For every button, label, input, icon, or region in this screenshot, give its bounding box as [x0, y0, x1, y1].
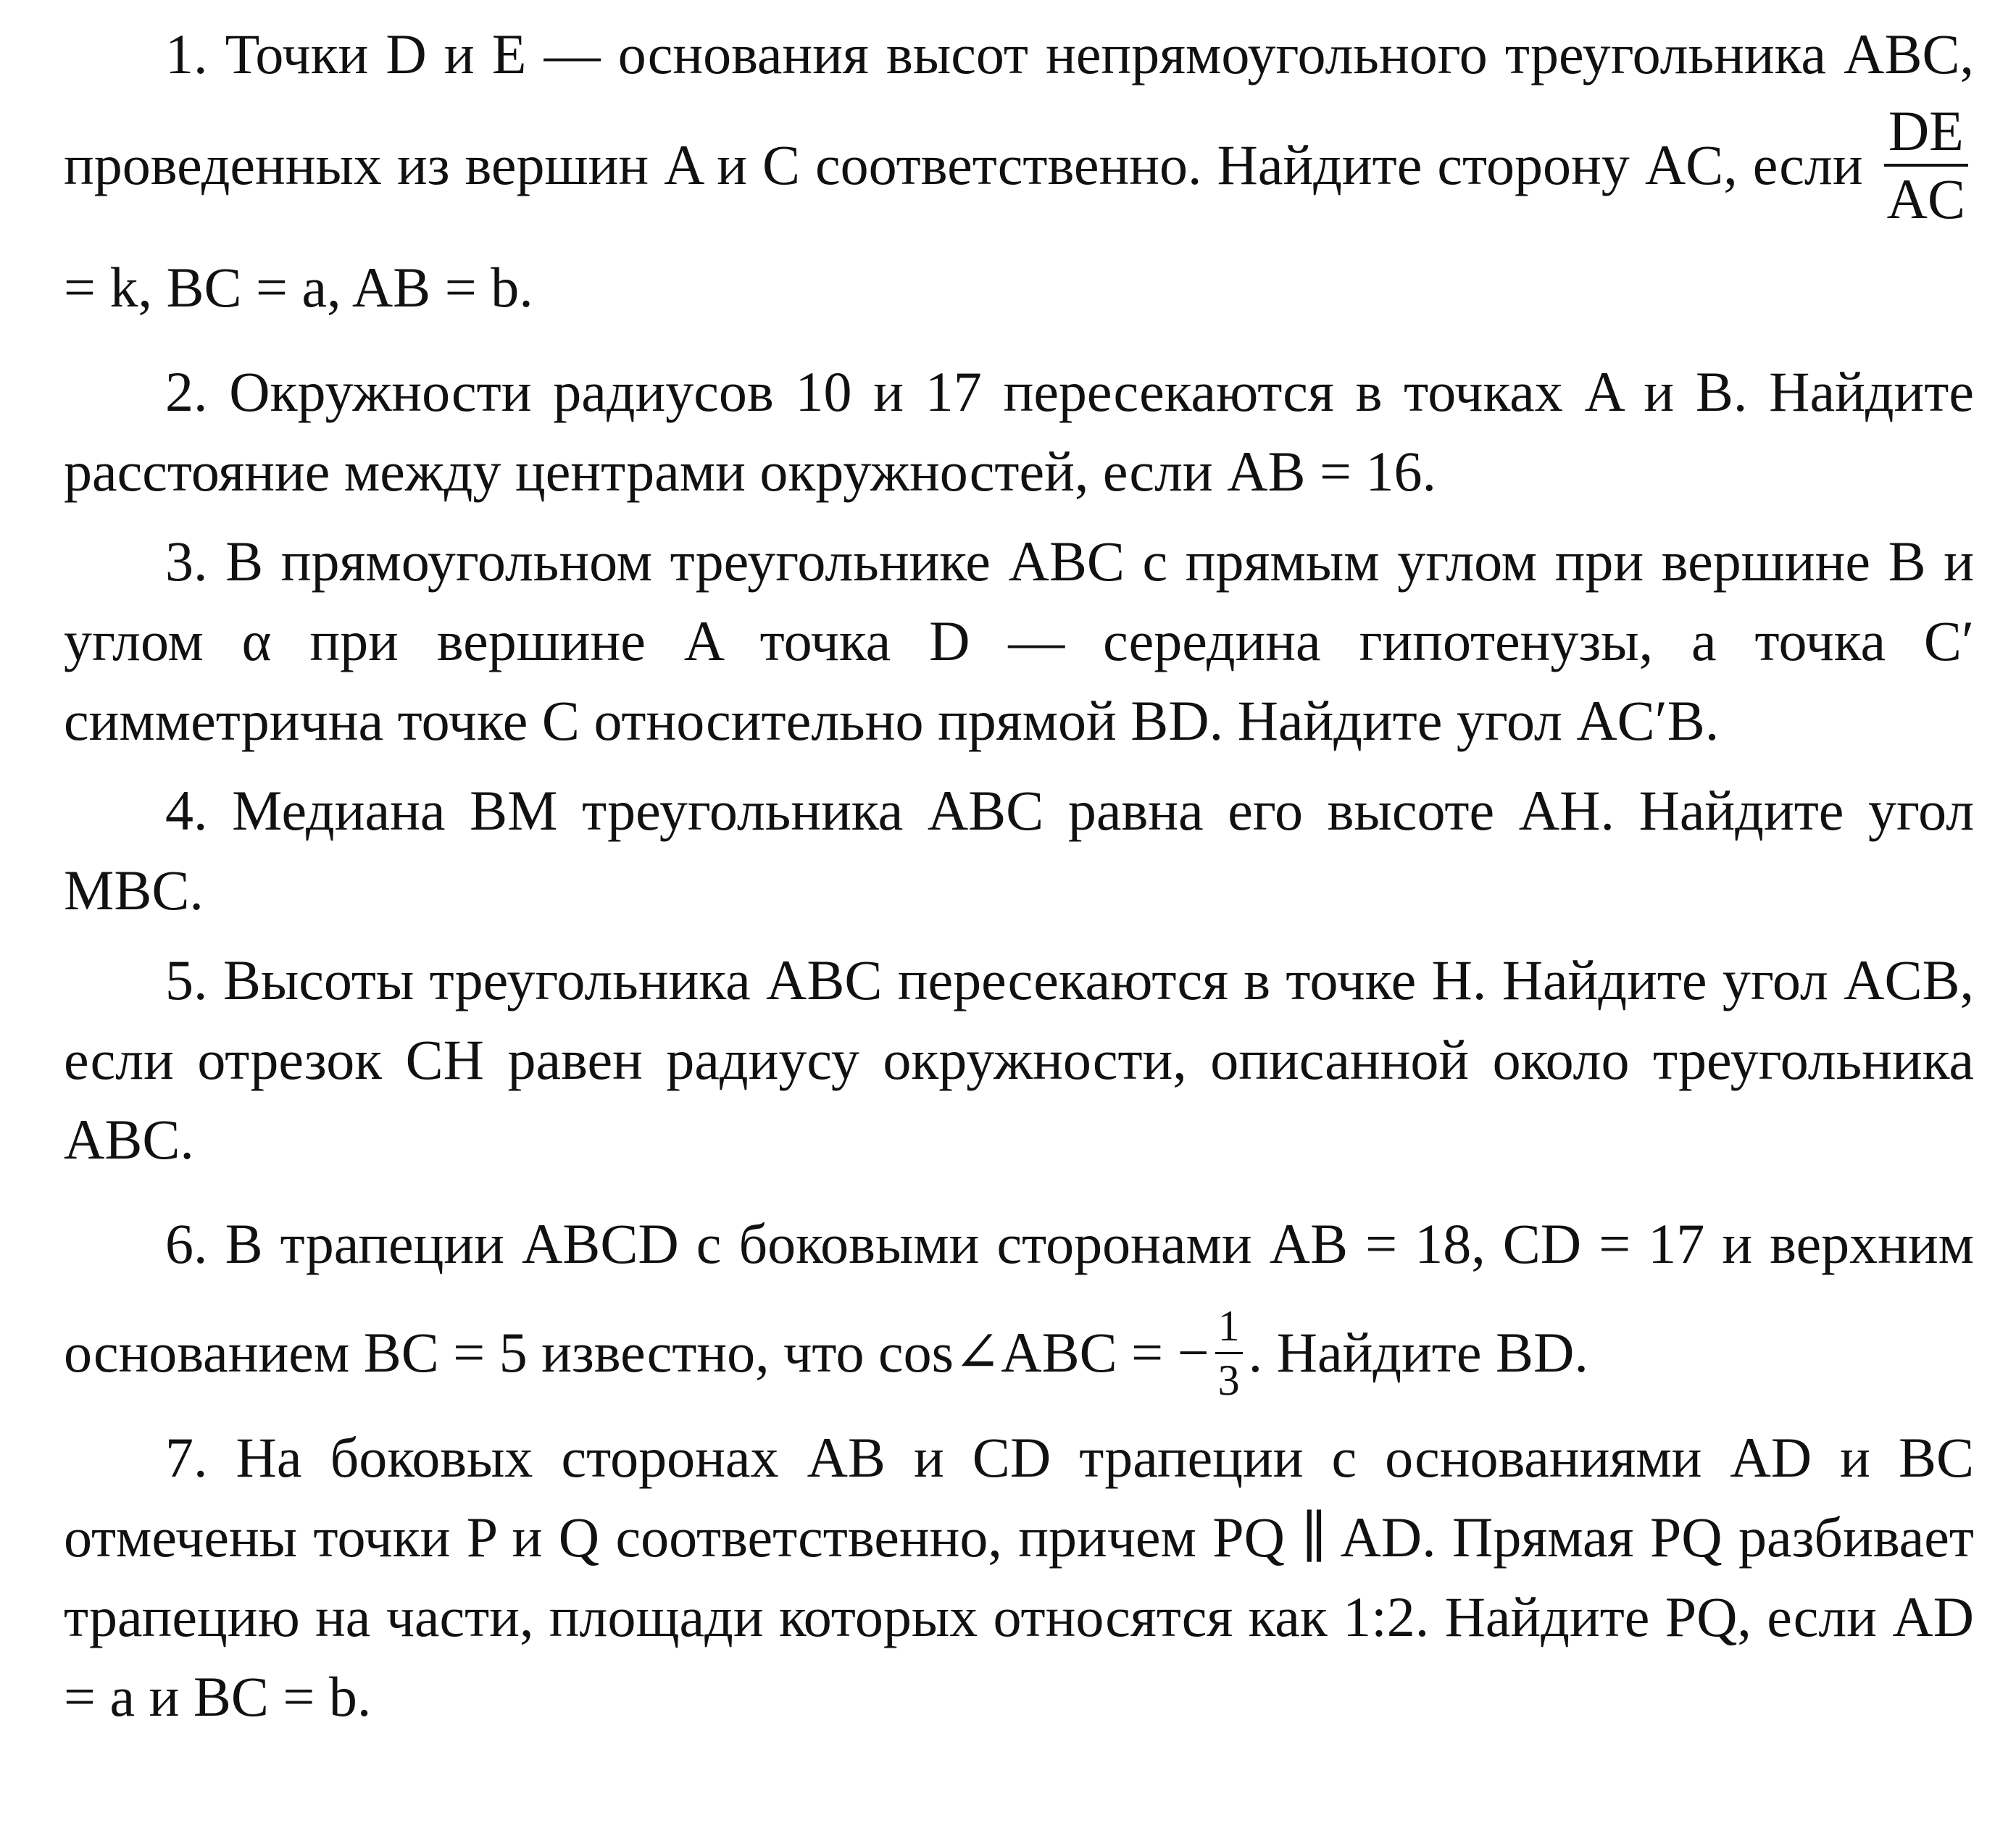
problem-5-text: 5. Высоты треугольника ABC пересекаются в точке H. Найдите угол ACB, если отрезок CH равен радиусу окружности, описанной около треугольника ABC. [64, 948, 1974, 1171]
problem-3-text: 3. В прямоугольном треугольнике ABC с прямым углом при вершине B и углом α при вершине A точка D — середина гипотенузы, а точка C′ симметрична точке C относительно прямой BD. Найдите угол AC′B. [64, 530, 1974, 752]
fraction-numerator: 1 [1215, 1304, 1243, 1354]
problem-4 [64, 771, 1974, 930]
problem-6-text-end: . Найдите BD. [1248, 1321, 1588, 1384]
problem-2-text: 2. Окружности радиусов 10 и 17 пересекаются в точках A и B. Найдите расстояние между центрами окружностей, если AB = 16. [64, 360, 1974, 503]
problem-1-text: 1. Точки D и E — основания высот непрямоугольного треугольника ABC, проведенных из вершин A и C соответственно. Найдите сторону AC, если [64, 22, 1974, 196]
problem-6-text: 6. В трапеции ABCD с боковыми сторонами AB = 18, CD = 17 и верхним основанием BC = 5 известно, что cos∠ABC = − [64, 1212, 1974, 1384]
problem-5 [64, 940, 1974, 1180]
problem-2 [64, 352, 1974, 512]
fraction-numerator: DE [1884, 103, 1968, 167]
problem-7-text: 7. На боковых сторонах AB и CD трапеции с основаниями AD и BC отмечены точки P и Q соответственно, причем PQ ∥ AD. Прямая PQ разбивает трапецию на части, площади которых относятся как 1:2. Найдите PQ, если AD = a и BC = b. [64, 1425, 1974, 1728]
problem-1-text-end: = k, BC = a, AB = b. [64, 256, 533, 319]
fraction-denominator: 3 [1217, 1356, 1240, 1404]
problem-6 [64, 1190, 1974, 1408]
problem-1-fraction [1884, 99, 1968, 230]
problem-6-fraction [1215, 1301, 1243, 1404]
problem-7 [64, 1418, 1974, 1737]
problem-4-text: 4. Медиана BM треугольника ABC равна его высоте AH. Найдите угол MBC. [64, 779, 1974, 922]
problem-1 [64, 0, 1974, 342]
problem-list [64, 0, 1974, 1737]
problem-3 [64, 522, 1974, 761]
fraction-denominator: AC [1886, 167, 1965, 230]
